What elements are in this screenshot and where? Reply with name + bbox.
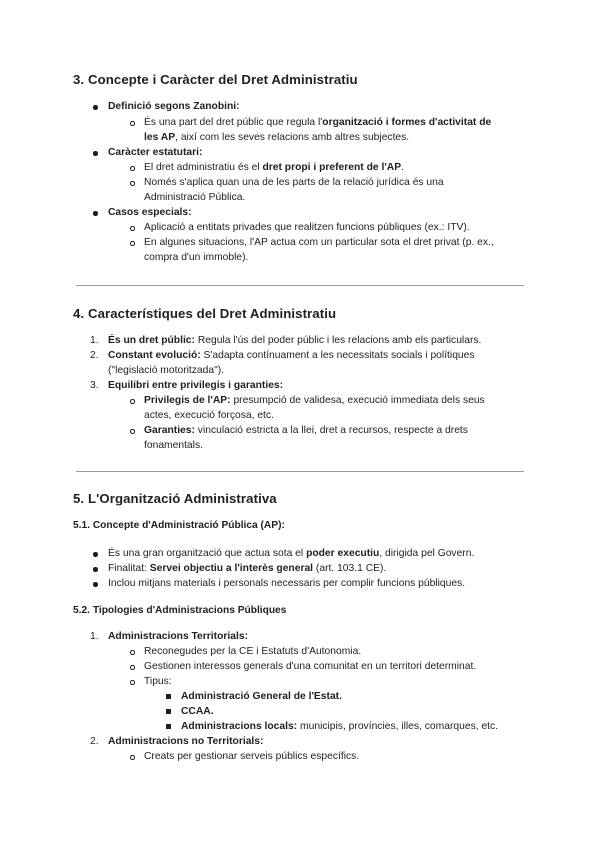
list-number: 2. — [90, 736, 99, 747]
tipus-ccaa: CCAA. — [181, 706, 214, 717]
no-territorials-label: Administracions no Territorials: — [108, 736, 264, 747]
ap-concept-1: És una gran organització que actua sota el poder executiu, dirigida pel Govern. — [108, 548, 475, 559]
list-number: 2. — [90, 350, 99, 361]
territorials-label: Administracions Territorials: — [108, 631, 248, 642]
definicio-text-line2: les AP, així com les seves relacions amb altres subjectes. — [144, 132, 410, 143]
caracteristica-1: És un dret públic: Regula l'ús del poder públic i les relacions amb els particulars. — [108, 335, 482, 346]
list-number: 1. — [90, 335, 99, 346]
ap-concept-3: Inclou mitjans materials i personals necessaris per complir funcions públiques. — [108, 578, 466, 589]
caracter-text-1: El dret administratiu és el dret propi i preferent de l'AP. — [144, 162, 404, 173]
list-number: 1. — [90, 631, 99, 642]
list-number: 3. — [90, 380, 99, 391]
item-definicio-label: Definició segons Zanobini: — [108, 101, 240, 112]
circle-bullet-icon — [130, 181, 135, 186]
section-divider — [76, 471, 524, 472]
tipus-locals: Administracions locals: municipis, províncies, illes, comarques, etc. — [181, 721, 499, 732]
circle-bullet-icon — [130, 166, 135, 171]
no-territorials-text-1: Creats per gestionar serveis públics específics. — [144, 751, 360, 762]
caracter-text-2-line1: Només s'aplica quan una de les parts de la relació jurídica és una — [144, 177, 444, 188]
bullet-icon — [93, 151, 98, 156]
bullet-icon — [93, 105, 98, 110]
privilegis-line1: Privilegis de l'AP: presumpció de validesa, execució immediata dels seus — [144, 395, 485, 406]
definicio-text-line1: És una part del dret públic que regula l'organització i formes d'activitat de — [144, 117, 492, 128]
caracter-text-2-line2: Administració Pública. — [144, 192, 246, 203]
circle-bullet-icon — [130, 650, 135, 655]
square-bullet-icon — [166, 694, 171, 699]
casos-text-2-line2: compra d'un immoble). — [144, 252, 249, 263]
bullet-icon — [93, 211, 98, 216]
territorials-text-1: Reconegudes per la CE i Estatuts d'Autonomia. — [144, 646, 362, 657]
bullet-icon — [93, 552, 98, 557]
circle-bullet-icon — [130, 680, 135, 685]
circle-bullet-icon — [130, 429, 135, 434]
subsection-5-2-title: 5.2. Tipologies d'Administracions Públiques — [73, 605, 287, 616]
caracteristica-2-line1: Constant evolució: S'adapta contínuament a les necessitats socials i polítiques — [108, 350, 475, 361]
item-caracter-label: Caràcter estatutari: — [108, 147, 203, 158]
circle-bullet-icon — [130, 121, 135, 126]
caracteristica-2-line2: ("legislació motoritzada"). — [108, 365, 225, 376]
tipus-estat: Administració General de l'Estat. — [181, 691, 342, 702]
territorials-text-2: Gestionen interessos generals d'una comunitat en un territori determinat. — [144, 661, 477, 672]
bullet-icon — [93, 582, 98, 587]
territorials-tipus: Tipus: — [144, 676, 172, 687]
square-bullet-icon — [166, 724, 171, 729]
subsection-5-1-title: 5.1. Concepte d'Administració Pública (AP): — [73, 520, 285, 531]
section-5-title: 5. L'Organització Administrativa — [73, 491, 277, 506]
section-divider — [76, 285, 524, 286]
square-bullet-icon — [166, 709, 171, 714]
ap-concept-2: Finalitat: Servei objectiu a l'interès general (art. 103.1 CE). — [108, 563, 387, 574]
garanties-line2: fonamentals. — [144, 440, 203, 451]
circle-bullet-icon — [130, 241, 135, 246]
section-4-title: 4. Característiques del Dret Administratiu — [73, 306, 337, 321]
garanties-line1: Garanties: vinculació estricta a la llei, dret a recursos, respecte a drets — [144, 425, 468, 436]
circle-bullet-icon — [130, 399, 135, 404]
bullet-icon — [93, 567, 98, 572]
circle-bullet-icon — [130, 665, 135, 670]
item-casos-label: Casos especials: — [108, 207, 192, 218]
casos-text-1: Aplicació a entitats privades que realitzen funcions públiques (ex.: ITV). — [144, 222, 470, 233]
casos-text-2-line1: En algunes situacions, l'AP actua com un particular sota el dret privat (p. ex., — [144, 237, 494, 248]
circle-bullet-icon — [130, 226, 135, 231]
circle-bullet-icon — [130, 755, 135, 760]
privilegis-line2: actes, execució forçosa, etc. — [144, 410, 274, 421]
section-3-title: 3. Concepte i Caràcter del Dret Administratiu — [73, 72, 358, 87]
caracteristica-3-label: Equilibri entre privilegis i garanties: — [108, 380, 284, 391]
